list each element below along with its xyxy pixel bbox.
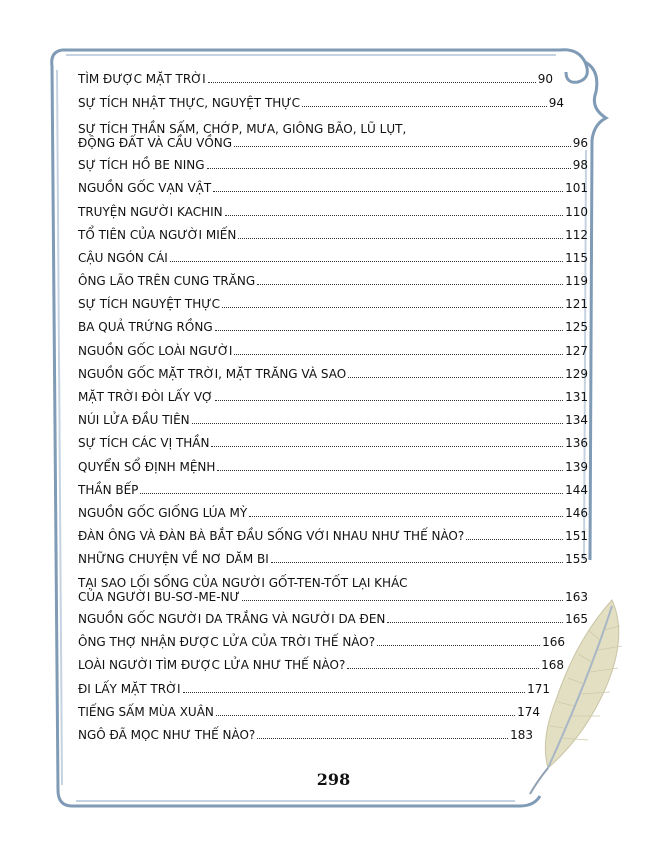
toc-entry[interactable] [78,96,564,110]
toc-entry[interactable] [78,506,588,520]
toc-page: 131 [565,390,588,404]
toc-title: CỦA NGƯỜI BU-SƠ-ME-NƯ [78,590,240,604]
toc-title: NGUỒN GỐC MẶT TRỜI, MẶT TRĂNG VÀ SAO [78,367,347,381]
toc-entry[interactable] [78,205,588,219]
toc-leader [257,284,563,285]
toc-title-line1: SỰ TÍCH THẦN SẤM, CHỚP, MƯA, GIÔNG BÃO, LŨ LỤT, [78,122,407,136]
toc-leader [215,330,563,331]
toc-page: 125 [565,320,588,334]
toc-entry[interactable] [78,483,588,497]
toc-title: NGÔ ĐÃ MỌC NHƯ THẾ NÀO? [78,728,256,742]
toc-leader [208,82,536,83]
toc-entry[interactable] [78,413,588,427]
toc-title: QUYỂN SỔ ĐỊNH MỆNH [78,460,216,474]
toc-page: 112 [565,228,588,242]
toc-entry[interactable] [78,576,588,604]
toc-leader [222,307,563,308]
toc-title: MẶT TRỜI ĐÒI LẤY VỢ [78,390,213,404]
toc-leader [377,645,540,646]
toc-leader [257,738,508,739]
toc-title: ÔNG LÃO TRÊN CUNG TRĂNG [78,274,256,288]
toc-page: 166 [542,635,565,649]
toc-title: ÔNG THỢ NHẬN ĐƯỢC LỬA CỦA TRỜI THẾ NÀO? [78,635,376,649]
toc-page: 115 [565,251,588,265]
toc-title: NGUỒN GỐC VẠN VẬT [78,181,212,195]
toc-entry[interactable] [78,320,588,334]
toc-leader [234,146,571,147]
toc-page: 121 [565,297,588,311]
toc-leader [347,668,539,669]
toc-page: 163 [565,590,588,604]
toc-leader [238,238,563,239]
toc-entry[interactable] [78,612,588,626]
toc-leader [225,215,563,216]
toc-entry[interactable] [78,390,588,404]
toc-leader [215,400,563,401]
toc-leader [302,106,547,107]
toc-leader [217,470,563,471]
toc-title: ĐÀN ÔNG VÀ ĐÀN BÀ BẮT ĐẦU SỐNG VỚI NHAU NHƯ THẾ NÀO? [78,529,465,543]
toc-leader [192,423,563,424]
toc-title: NGUỒN GỐC LOÀI NGƯỜI [78,344,233,358]
toc-page: 127 [565,344,588,358]
toc-leader [466,539,563,540]
toc-entry[interactable] [78,228,588,242]
toc-leader [387,622,563,623]
toc-page: 119 [565,274,588,288]
toc-page: 96 [572,136,588,150]
toc-entry[interactable] [78,181,588,195]
toc-leader [207,168,571,169]
toc-entry[interactable] [78,552,588,566]
toc-entry[interactable] [78,682,550,696]
toc-entry[interactable] [78,251,588,265]
toc-entry[interactable] [78,344,588,358]
toc-leader [249,516,563,517]
toc-title: CẬU NGÓN CÁI [78,251,168,265]
page-number: 298 [316,770,351,789]
toc-entry[interactable] [78,158,588,172]
toc-title: NGUỒN GỐC NGƯỜI DA TRẮNG VÀ NGƯỜI DA ĐEN [78,612,386,626]
toc-title: SỰ TÍCH CÁC VỊ THẦN [78,436,210,450]
toc-leader [271,562,563,563]
toc-title: TRUYỆN NGƯỜI KACHIN [78,205,223,219]
toc-title: LOÀI NGƯỜI TÌM ĐƯỢC LỬA NHƯ THẾ NÀO? [78,658,346,672]
toc-leader [348,377,563,378]
toc-title: ĐI LẤY MẶT TRỜI [78,682,181,696]
toc-entry[interactable] [78,705,540,719]
toc-title: SỰ TÍCH NHẬT THỰC, NGUYỆT THỰC [78,96,300,110]
toc-page: 94 [548,96,564,110]
toc-page: 146 [565,506,588,520]
toc-title: ĐỘNG ĐẤT VÀ CẦU VỒNG [78,136,233,150]
toc-entry[interactable] [78,635,565,649]
toc-leader [183,692,526,693]
toc-page: 165 [565,612,588,626]
toc-entry[interactable] [78,297,588,311]
toc-page: 101 [565,181,588,195]
toc-entry[interactable] [78,436,588,450]
toc-title: SỰ TÍCH HỒ BE NING [78,158,205,172]
toc-page: 171 [527,682,550,696]
toc-entry[interactable] [78,72,553,86]
toc-leader [211,446,563,447]
toc-title: NÚI LỬA ĐẦU TIÊN [78,413,190,427]
toc-page: 129 [565,367,588,381]
toc-entry[interactable] [78,122,588,150]
toc-page: 183 [510,728,533,742]
toc-title: NGUỒN GỐC GIỐNG LÚA MỲ [78,506,248,520]
toc-leader [170,261,563,262]
toc-entry[interactable] [78,529,588,543]
toc-page: 110 [565,205,588,219]
toc-leader [234,354,563,355]
toc-entry[interactable] [78,367,588,381]
toc-title: THẦN BẾP [78,483,139,497]
toc-title: SỰ TÍCH NGUYỆT THỰC [78,297,220,311]
toc-leader [242,600,563,601]
toc-page: 151 [565,529,588,543]
toc-title: TIẾNG SẤM MÙA XUÂN [78,705,214,719]
toc-entry[interactable] [78,728,533,742]
toc-page: 98 [572,158,588,172]
toc-page: 136 [565,436,588,450]
toc-page: 90 [537,72,553,86]
toc-page: 144 [565,483,588,497]
toc-entry[interactable] [78,274,588,288]
toc-title: TỔ TIÊN CỦA NGƯỜI MIẾN [78,228,237,242]
toc-leader [213,191,563,192]
toc-entry[interactable] [78,460,588,474]
toc-page: 174 [517,705,540,719]
toc-title: TÌM ĐƯỢC MẶT TRỜI [78,72,206,86]
toc-page: 168 [541,658,564,672]
toc-page: 155 [565,552,588,566]
toc-page: 134 [565,413,588,427]
toc-leader [140,493,563,494]
toc-title-line1: TẠI SAO LỐI SỐNG CỦA NGƯỜI GỐT-TEN-TỐT LẠI KHÁC [78,576,408,590]
toc-entry[interactable] [78,658,564,672]
toc-page: 139 [565,460,588,474]
toc-title: BA QUẢ TRỨNG RỒNG [78,320,213,334]
toc-leader [216,715,515,716]
toc-title: NHỮNG CHUYỆN VỀ NƠ DĂM BI [78,552,269,566]
